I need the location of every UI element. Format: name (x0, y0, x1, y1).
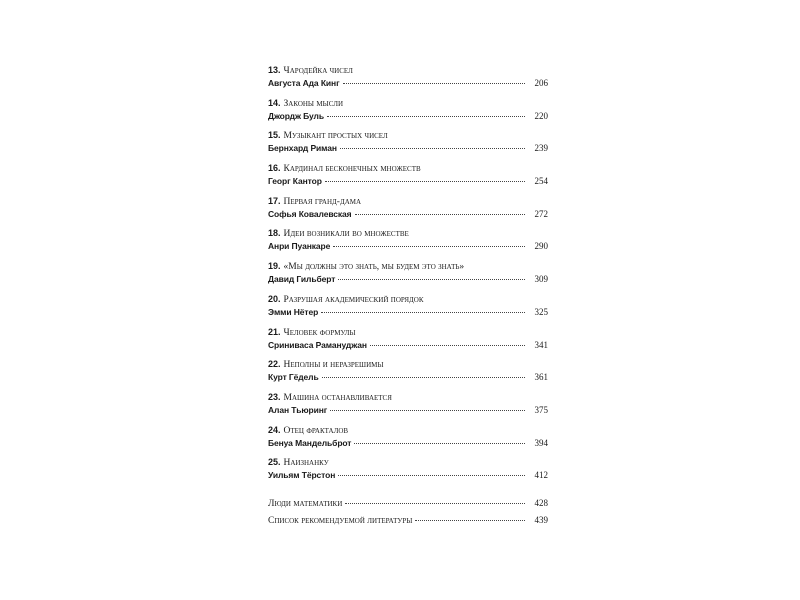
chapter-number: 19. (268, 261, 281, 272)
chapter-number: 23. (268, 391, 281, 402)
author-line (268, 240, 548, 253)
chapter-author: Алан Тьюринг (268, 404, 328, 415)
page-number: 239 (534, 143, 548, 154)
toc-entry[interactable] (268, 423, 548, 456)
author-line (268, 469, 548, 482)
chapter-author: Курт Гёдель (268, 372, 319, 383)
dot-leader (415, 520, 525, 521)
chapter-author: Давид Гильберт (268, 274, 336, 285)
toc-entry[interactable] (268, 96, 548, 129)
chapter-title-line (268, 391, 548, 404)
chapter-title: Кардинал бесконечных множеств (283, 164, 421, 175)
page-number: 361 (534, 372, 548, 383)
appendix-section (268, 498, 548, 532)
table-of-contents (268, 63, 548, 488)
dot-leader (325, 181, 525, 182)
chapter-number: 14. (268, 97, 281, 108)
chapter-author: Джордж Буль (268, 110, 324, 121)
author-line (268, 142, 548, 155)
chapter-number: 25. (268, 457, 281, 468)
chapter-title: Идеи возникали во множестве (283, 229, 409, 240)
chapter-title-line (268, 227, 548, 240)
chapter-title-line (268, 129, 548, 142)
dot-leader (354, 443, 525, 444)
chapter-author: Сриниваса Рамануджан (268, 339, 367, 350)
page-number: 394 (534, 437, 548, 448)
dot-leader (338, 279, 525, 280)
author-line (268, 404, 548, 417)
page-number: 439 (534, 515, 548, 525)
chapter-author: Софья Ковалевская (268, 208, 352, 219)
page-number: 341 (534, 339, 548, 350)
page-number: 412 (534, 470, 548, 481)
chapter-author: Георг Кантор (268, 176, 322, 187)
chapter-author: Августа Ада Кинг (268, 78, 340, 88)
chapter-title: Разрушая академический порядок (283, 294, 424, 305)
chapter-title: Музыкант простых чисел (283, 131, 388, 142)
appendix-title: Люди математики (268, 499, 343, 509)
dot-leader (343, 83, 525, 84)
dot-leader (327, 116, 525, 117)
toc-entry[interactable] (268, 292, 548, 325)
chapter-title: Машина останавливается (283, 392, 392, 403)
page-number: 206 (534, 78, 548, 88)
chapter-title-line (268, 424, 548, 437)
page-number: 290 (534, 241, 548, 252)
page-number: 325 (534, 306, 548, 317)
chapter-title-line (268, 358, 548, 371)
toc-entry[interactable] (268, 455, 548, 488)
chapter-title-line (268, 326, 548, 339)
chapter-number: 20. (268, 293, 281, 304)
chapter-number: 17. (268, 195, 281, 206)
page-number: 309 (534, 274, 548, 285)
chapter-title-line (268, 195, 548, 208)
page-number: 254 (534, 176, 548, 187)
chapter-author: Уильям Тёрстон (268, 470, 336, 481)
author-line (268, 208, 548, 221)
dot-leader (338, 475, 525, 476)
chapter-author: Анри Пуанкаре (268, 241, 331, 252)
chapter-author: Бернхард Риман (268, 143, 337, 154)
page-number: 220 (534, 110, 548, 121)
chapter-title: Отец фракталов (283, 425, 349, 436)
chapter-number: 24. (268, 424, 281, 435)
chapter-author: Бенуа Мандельброт (268, 437, 352, 448)
chapter-title: Чародейка чисел (283, 66, 353, 76)
chapter-title-line (268, 97, 548, 110)
chapter-number: 15. (268, 130, 281, 141)
page-number: 272 (534, 208, 548, 219)
toc-entry[interactable] (268, 259, 548, 292)
dot-leader (321, 312, 525, 313)
toc-entry[interactable] (268, 357, 548, 390)
chapter-title-line (268, 162, 548, 175)
page-number: 375 (534, 404, 548, 415)
appendix-title: Список рекомендуемой литературы (268, 516, 413, 526)
author-line (268, 77, 548, 90)
author-line (268, 371, 548, 384)
author-line (268, 175, 548, 188)
chapter-number: 18. (268, 228, 281, 239)
author-line (268, 110, 548, 123)
dot-leader (340, 148, 525, 149)
chapter-title: Человек формулы (283, 327, 356, 338)
author-line (268, 437, 548, 450)
chapter-title-line (268, 293, 548, 306)
chapter-number: 16. (268, 163, 281, 174)
chapter-number: 22. (268, 359, 281, 370)
chapter-number: 13. (268, 65, 281, 75)
chapter-title-line (268, 64, 548, 77)
dot-leader (355, 214, 525, 215)
chapter-title: Первая гранд-дама (283, 196, 362, 207)
toc-entry[interactable] (268, 161, 548, 194)
dot-leader (322, 377, 525, 378)
toc-entry[interactable] (268, 194, 548, 227)
chapter-author: Эмми Нётер (268, 306, 319, 317)
chapter-number: 21. (268, 326, 281, 337)
appendix-entry[interactable] (268, 515, 548, 532)
toc-entry[interactable] (268, 325, 548, 358)
chapter-title: «Мы должны это знать, мы будем это знать» (283, 262, 465, 273)
chapter-title: Неполны и неразрешимы (283, 360, 384, 371)
appendix-entry[interactable] (268, 498, 548, 515)
dot-leader (345, 503, 525, 504)
dot-leader (333, 246, 525, 247)
chapter-title-line (268, 260, 548, 273)
toc-entry[interactable] (268, 128, 548, 161)
toc-entry[interactable] (268, 63, 548, 96)
dot-leader (370, 345, 525, 346)
chapter-title: Законы мысли (283, 98, 344, 109)
toc-entry[interactable] (268, 390, 548, 423)
page-number: 428 (534, 498, 548, 508)
toc-entry[interactable] (268, 226, 548, 259)
chapter-title-line (268, 456, 548, 469)
dot-leader (330, 410, 525, 411)
author-line (268, 273, 548, 286)
author-line (268, 339, 548, 352)
author-line (268, 306, 548, 319)
chapter-title: Наизнанку (283, 458, 329, 469)
